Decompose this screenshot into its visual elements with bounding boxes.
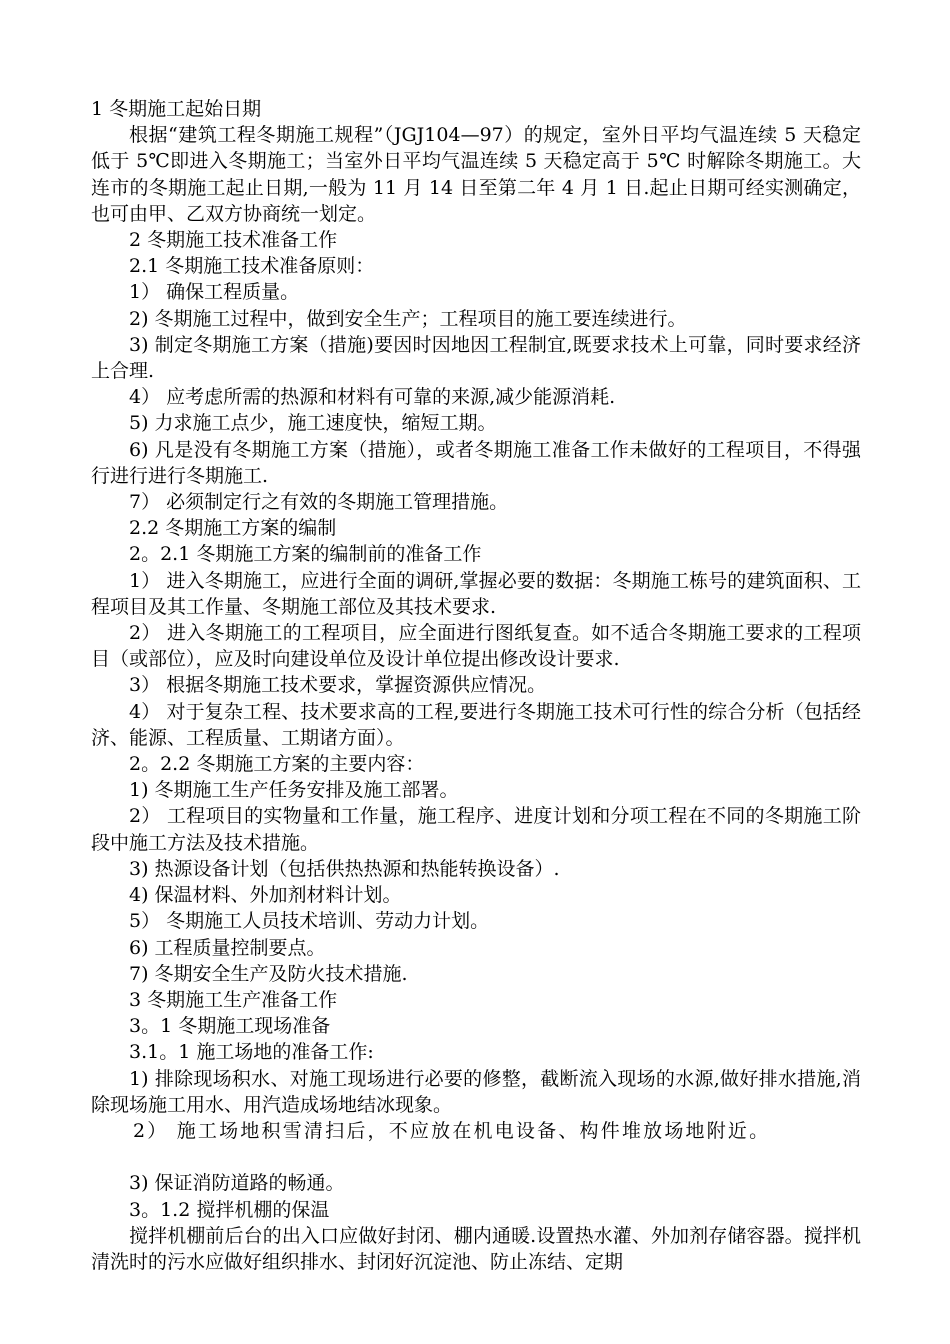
list-item: 1） 进入冬期施工，应进行全面的调研,掌握必要的数据：冬期施工栋号的建筑面积、工程项目及其工作量、冬期施工部位及其技术要求. (91, 569, 861, 618)
section-heading: 3 冬期施工生产准备工作 (129, 988, 338, 1011)
list-item: 1） 确保工程质量。 (129, 281, 300, 304)
list-item: 2） 施工场地积雪清扫后，不应放在机电设备、构件堆放场地附近。 (133, 1119, 771, 1142)
list-item: 2） 进入冬期施工的工程项目，应全面进行图纸复查。如不适合冬期施工要求的工程项目（或部位），应及时向建设单位及设计单位提出修改设计要求. (91, 622, 861, 671)
subsection-heading: 2.1 冬期施工技术准备原则： (129, 255, 375, 278)
list-item: 1) 冬期施工生产任务安排及施工部署。 (129, 779, 459, 802)
section-heading: 2 冬期施工技术准备工作 (129, 229, 338, 252)
body-paragraph: 根据“建筑工程冬期施工规程”（JGJ104—97）的规定，室外日平均气温连续 5 天稳定低于 5℃即进入冬期施工；当室外日平均气温连续 5 天稳定高于 5℃ 时解除冬期施工。大连市的冬期施工起止日期,一般为 11 月 14 日至第二年 4 月 1 日.起止日期可经实测确定，也可由甲、乙双方协商统一划定。 (91, 124, 861, 225)
list-item: 7） 必须制定行之有效的冬期施工管理措施。 (129, 491, 509, 514)
list-item: 4） 对于复杂工程、技术要求高的工程,要进行冬期施工技术可行性的综合分析（包括经济、能源、工程质量、工期诸方面）。 (91, 700, 861, 749)
list-item: 5) 力求施工点少，施工速度快，缩短工期。 (129, 412, 497, 435)
list-item: 3) 制定冬期施工方案（措施)要因时因地因工程制宜,既要求技术上可靠，同时要求经济上合理. (91, 333, 861, 383)
subsection-heading: 3.1。1 施工场地的准备工作: (129, 1041, 374, 1064)
subsection-heading: 2。2.2 冬期施工方案的主要内容： (129, 753, 425, 776)
subsection-heading: 3。1.2 搅拌机棚的保温 (129, 1198, 330, 1221)
list-item: 6) 工程质量控制要点。 (129, 936, 326, 959)
blank-line (91, 1144, 861, 1170)
list-item: 4) 保温材料、外加剂材料计划。 (129, 884, 402, 907)
list-item: 6) 凡是没有冬期施工方案（措施），或者冬期施工准备工作未做好的工程项目，不得强行进行进行冬期施工. (91, 438, 861, 487)
list-item: 4） 应考虑所需的热源和材料有可靠的来源,减少能源消耗. (129, 386, 616, 409)
subsection-heading: 2.2 冬期施工方案的编制 (129, 517, 337, 540)
list-item: 7) 冬期安全生产及防火技术措施. (129, 962, 408, 985)
list-item: 3) 热源设备计划（包括供热热源和热能转换设备）. (129, 857, 560, 880)
section-heading: 1 冬期施工起始日期 (91, 98, 262, 120)
subsection-heading: 2。2.1 冬期施工方案的编制前的准备工作 (129, 543, 482, 566)
list-item: 5） 冬期施工人员技术培训、劳动力计划。 (129, 910, 490, 933)
list-item: 1) 排除现场积水、对施工现场进行必要的修整，截断流入现场的水源,做好排水措施,消除现场施工用水、用汽造成场地结冰现象。 (91, 1067, 861, 1116)
list-item: 2） 工程项目的实物量和工作量，施工程序、进度计划和分项工程在不同的冬期施工阶段中施工方法及技术措施。 (91, 805, 861, 854)
list-item: 3) 保证消防道路的畅通。 (129, 1172, 345, 1195)
subsection-heading: 3。1 冬期施工现场准备 (129, 1015, 331, 1038)
document-page (91, 96, 861, 1275)
body-paragraph: 搅拌机棚前后台的出入口应做好封闭、棚内通暖.设置热水灌、外加剂存储容器。搅拌机清洗时的污水应做好组织排水、封闭好沉淀池、防止冻结、定期 (91, 1224, 861, 1273)
list-item: 2) 冬期施工过程中，做到安全生产；工程项目的施工要连续进行。 (129, 307, 687, 330)
list-item: 3） 根据冬期施工技术要求，掌握资源供应情况。 (129, 674, 547, 697)
